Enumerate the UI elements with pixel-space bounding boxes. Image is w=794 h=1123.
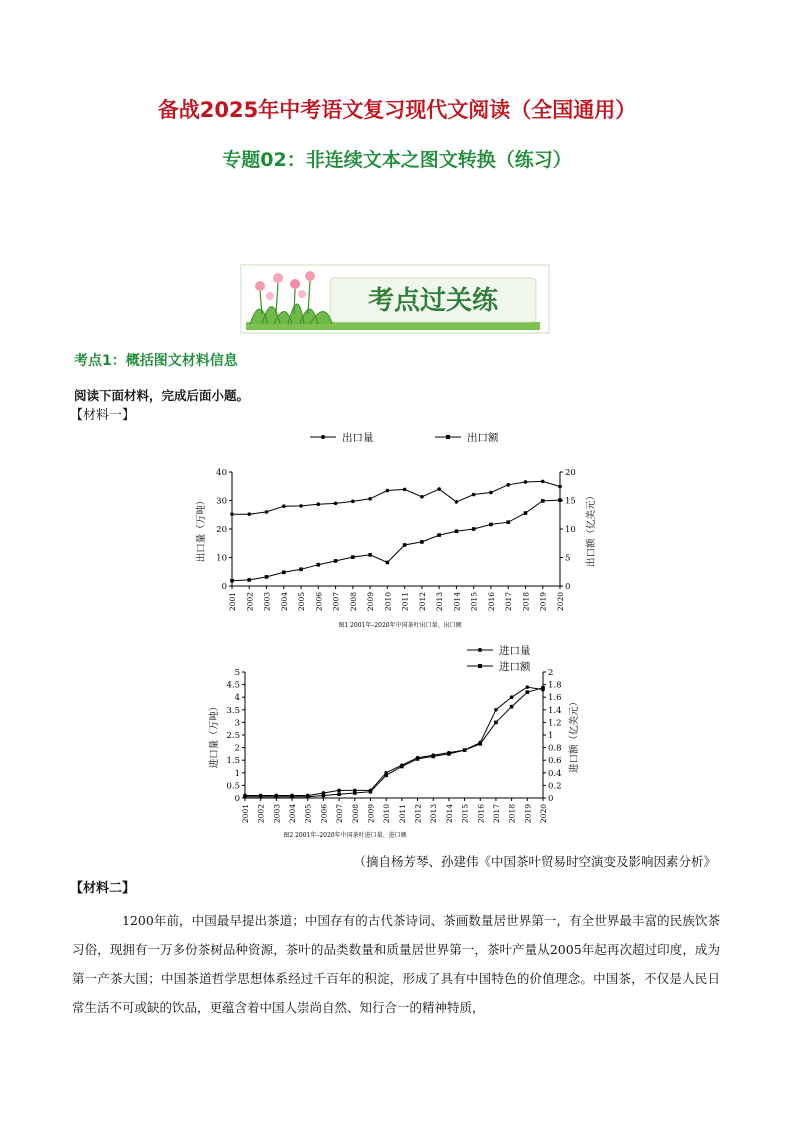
y2-axis-label: 出口额（亿美元） bbox=[586, 490, 597, 568]
data-point bbox=[282, 504, 286, 508]
y-tick-label: 2.5 bbox=[226, 731, 240, 741]
legend-label: 出口额 bbox=[467, 432, 499, 444]
data-point bbox=[558, 485, 562, 489]
data-point bbox=[299, 567, 303, 571]
data-point bbox=[282, 571, 286, 575]
data-point bbox=[265, 575, 269, 579]
data-point bbox=[247, 512, 251, 516]
data-point bbox=[558, 498, 562, 502]
data-point bbox=[437, 487, 441, 491]
y-tick-label: 3 bbox=[234, 718, 240, 729]
x-tick-label: 2008 bbox=[350, 804, 360, 824]
data-point bbox=[526, 685, 530, 689]
x-tick-label: 2011 bbox=[397, 804, 407, 824]
x-tick-label: 2004 bbox=[279, 592, 289, 612]
x-tick-label: 2015 bbox=[469, 592, 479, 612]
x-tick-label: 2006 bbox=[319, 804, 329, 824]
import-chart bbox=[205, 640, 585, 845]
x-tick-label: 2020 bbox=[556, 592, 565, 612]
data-point bbox=[494, 708, 498, 712]
x-tick-label: 2013 bbox=[429, 804, 439, 824]
data-point bbox=[369, 790, 373, 794]
y2-tick-label: 0 bbox=[565, 582, 571, 592]
data-point bbox=[317, 502, 321, 506]
x-tick-label: 2001 bbox=[228, 592, 237, 612]
x-tick-label: 2008 bbox=[348, 592, 358, 612]
y2-tick-label: 2 bbox=[548, 668, 554, 678]
x-tick-label: 2020 bbox=[539, 804, 548, 824]
x-tick-label: 2001 bbox=[241, 804, 250, 824]
x-tick-label: 2015 bbox=[460, 804, 470, 824]
y-tick-label: 4.5 bbox=[226, 680, 240, 691]
x-tick-label: 2018 bbox=[521, 592, 531, 612]
data-point bbox=[478, 742, 482, 746]
x-tick-label: 2010 bbox=[382, 804, 392, 824]
data-point bbox=[299, 504, 303, 508]
data-point bbox=[489, 523, 493, 527]
data-point bbox=[368, 497, 372, 501]
data-point bbox=[494, 721, 498, 725]
x-tick-label: 2006 bbox=[314, 592, 324, 612]
x-tick-label: 2012 bbox=[413, 804, 423, 824]
data-point bbox=[230, 579, 234, 583]
y2-tick-label: 1.2 bbox=[548, 718, 562, 729]
data-point bbox=[243, 795, 247, 799]
data-point bbox=[455, 529, 459, 533]
y2-tick-label: 0.2 bbox=[548, 781, 562, 792]
document-title: 备战2025年中考语文复习现代文阅读（全国通用） bbox=[157, 98, 637, 122]
data-point bbox=[524, 511, 528, 515]
y-tick-label: 30 bbox=[216, 496, 227, 507]
x-tick-label: 2009 bbox=[366, 804, 376, 824]
y2-tick-label: 1 bbox=[548, 731, 554, 741]
data-point bbox=[337, 792, 341, 796]
x-tick-label: 2002 bbox=[256, 804, 266, 824]
data-point bbox=[541, 480, 545, 484]
legend-marker bbox=[478, 664, 482, 668]
x-tick-label: 2019 bbox=[538, 592, 548, 612]
legend-marker bbox=[446, 435, 450, 439]
y2-axis-label: 进口额（亿美元） bbox=[569, 696, 580, 774]
y-tick-label: 0 bbox=[221, 582, 227, 592]
y-tick-label: 2 bbox=[234, 743, 240, 754]
data-point bbox=[334, 502, 338, 506]
x-tick-label: 2010 bbox=[383, 592, 393, 612]
x-tick-label: 2004 bbox=[288, 804, 298, 824]
instruction-text: 阅读下面材料，完成后面小题。 bbox=[74, 388, 250, 403]
x-tick-label: 2007 bbox=[331, 592, 341, 612]
y2-tick-label: 0.4 bbox=[548, 768, 562, 779]
x-tick-label: 2002 bbox=[245, 592, 255, 612]
data-point bbox=[489, 491, 493, 495]
data-point bbox=[368, 553, 372, 557]
y-axis-label: 出口量（万吨） bbox=[196, 495, 207, 563]
data-point bbox=[420, 540, 424, 544]
y2-tick-label: 20 bbox=[565, 468, 576, 478]
x-tick-label: 2003 bbox=[262, 592, 272, 612]
x-tick-label: 2005 bbox=[297, 592, 307, 612]
data-point bbox=[455, 500, 459, 504]
source-citation: （摘自杨芳琴、孙建伟《中国茶叶贸易时空演变及影响因素分析》 bbox=[353, 854, 716, 869]
export-chart bbox=[190, 424, 610, 634]
data-point bbox=[259, 795, 263, 799]
data-point bbox=[317, 563, 321, 567]
x-tick-label: 2016 bbox=[486, 592, 496, 612]
y-tick-label: 3.5 bbox=[226, 705, 240, 716]
data-point bbox=[337, 789, 341, 793]
y-tick-label: 40 bbox=[216, 468, 227, 478]
data-point bbox=[506, 483, 510, 487]
data-point bbox=[541, 686, 545, 690]
data-point bbox=[290, 795, 294, 799]
data-point bbox=[416, 757, 420, 761]
material-2-paragraph: 1200年前，中国最早提出茶道；中国存有的古代茶诗词、茶画数量居世界第一，有全世界最丰富的民族饮茶习俗，现拥有一万多份茶树品种资源，茶叶的品类数量和质量居世界第一，茶叶产量从2005年起再次超过印度，成为第一产茶大国；中国茶道哲学思想体系经过千百年的积淀，形成了具有中国特色的价值理念。中国茶，不仅是人民日常生活不可或缺的饮品，更蕴含着中国人崇尚自然、知行合一的精神特质， bbox=[72, 913, 720, 1015]
series-line bbox=[245, 687, 543, 795]
x-tick-label: 2014 bbox=[452, 592, 462, 612]
data-point bbox=[265, 510, 269, 514]
material-1-label: 【材料一】 bbox=[70, 408, 136, 423]
series-line bbox=[245, 688, 543, 797]
data-point bbox=[472, 493, 476, 497]
x-tick-label: 2012 bbox=[417, 592, 427, 612]
y2-tick-label: 0 bbox=[548, 794, 554, 804]
data-point bbox=[351, 555, 355, 559]
series-line bbox=[232, 481, 560, 514]
banner-label: 考点过关练 bbox=[367, 286, 499, 316]
y2-tick-label: 1.4 bbox=[548, 705, 562, 716]
x-tick-label: 2017 bbox=[504, 592, 514, 612]
x-tick-label: 2003 bbox=[272, 804, 282, 824]
legend-label: 进口量 bbox=[499, 645, 531, 657]
y2-tick-label: 15 bbox=[565, 496, 576, 507]
data-point bbox=[526, 690, 530, 694]
x-tick-label: 2009 bbox=[366, 592, 376, 612]
legend-label: 出口量 bbox=[342, 432, 374, 444]
x-tick-label: 2007 bbox=[335, 804, 345, 824]
legend-marker bbox=[478, 648, 482, 652]
y-axis-label: 进口量（万吨） bbox=[209, 701, 220, 769]
x-tick-label: 2014 bbox=[444, 804, 454, 824]
data-point bbox=[403, 488, 407, 492]
data-point bbox=[230, 512, 234, 516]
y-tick-label: 0 bbox=[234, 794, 240, 804]
y-tick-label: 1 bbox=[234, 768, 240, 779]
data-point bbox=[510, 705, 514, 709]
kaodian-heading: 考点1：概括图文材料信息 bbox=[74, 353, 238, 369]
data-point bbox=[437, 533, 441, 537]
data-point bbox=[403, 543, 407, 547]
y2-tick-label: 0.6 bbox=[548, 756, 562, 767]
data-point bbox=[506, 520, 510, 524]
data-point bbox=[472, 527, 476, 531]
banner-graphic bbox=[240, 264, 550, 334]
data-point bbox=[247, 578, 251, 582]
data-point bbox=[322, 794, 326, 798]
y-tick-label: 5 bbox=[234, 668, 240, 678]
series-line bbox=[232, 500, 560, 581]
x-tick-label: 2018 bbox=[507, 804, 517, 824]
legend-marker bbox=[321, 435, 325, 439]
data-point bbox=[400, 765, 404, 769]
y-tick-label: 20 bbox=[216, 525, 227, 535]
data-point bbox=[431, 755, 435, 759]
x-tick-label: 2005 bbox=[303, 804, 313, 824]
data-point bbox=[351, 500, 355, 504]
data-point bbox=[447, 752, 451, 756]
material-2-label: 【材料二】 bbox=[70, 881, 136, 896]
y2-tick-label: 5 bbox=[565, 553, 571, 564]
x-tick-label: 2013 bbox=[435, 592, 445, 612]
document-subtitle: 专题02：非连续文本之图文转换（练习） bbox=[222, 149, 572, 171]
data-point bbox=[420, 495, 424, 499]
data-point bbox=[334, 559, 338, 563]
chart-caption: 图2 2001年–2020年中国茶叶进口量、进口额 bbox=[283, 832, 407, 839]
data-point bbox=[353, 791, 357, 795]
legend-label: 进口额 bbox=[499, 661, 531, 673]
y2-tick-label: 10 bbox=[565, 525, 576, 535]
x-tick-label: 2017 bbox=[491, 804, 501, 824]
chart-caption: 图1 2001年–2020年中国茶叶出口量、出口额 bbox=[338, 622, 462, 629]
data-point bbox=[463, 748, 467, 752]
x-tick-label: 2016 bbox=[476, 804, 486, 824]
data-point bbox=[510, 695, 514, 699]
section-banner bbox=[240, 264, 550, 334]
y-tick-label: 0.5 bbox=[226, 781, 240, 792]
y2-tick-label: 1.8 bbox=[548, 680, 562, 691]
y-tick-label: 4 bbox=[234, 693, 240, 704]
y-tick-label: 10 bbox=[216, 553, 227, 564]
x-tick-label: 2011 bbox=[400, 592, 410, 612]
data-point bbox=[524, 480, 528, 484]
data-point bbox=[386, 489, 390, 493]
data-point bbox=[541, 499, 545, 503]
x-tick-label: 2019 bbox=[523, 804, 533, 824]
data-point bbox=[306, 795, 310, 799]
y2-tick-label: 0.8 bbox=[548, 743, 562, 754]
data-point bbox=[384, 774, 388, 778]
y-tick-label: 1.5 bbox=[226, 756, 240, 767]
y2-tick-label: 1.6 bbox=[548, 693, 562, 704]
data-point bbox=[386, 561, 390, 565]
data-point bbox=[275, 795, 279, 799]
